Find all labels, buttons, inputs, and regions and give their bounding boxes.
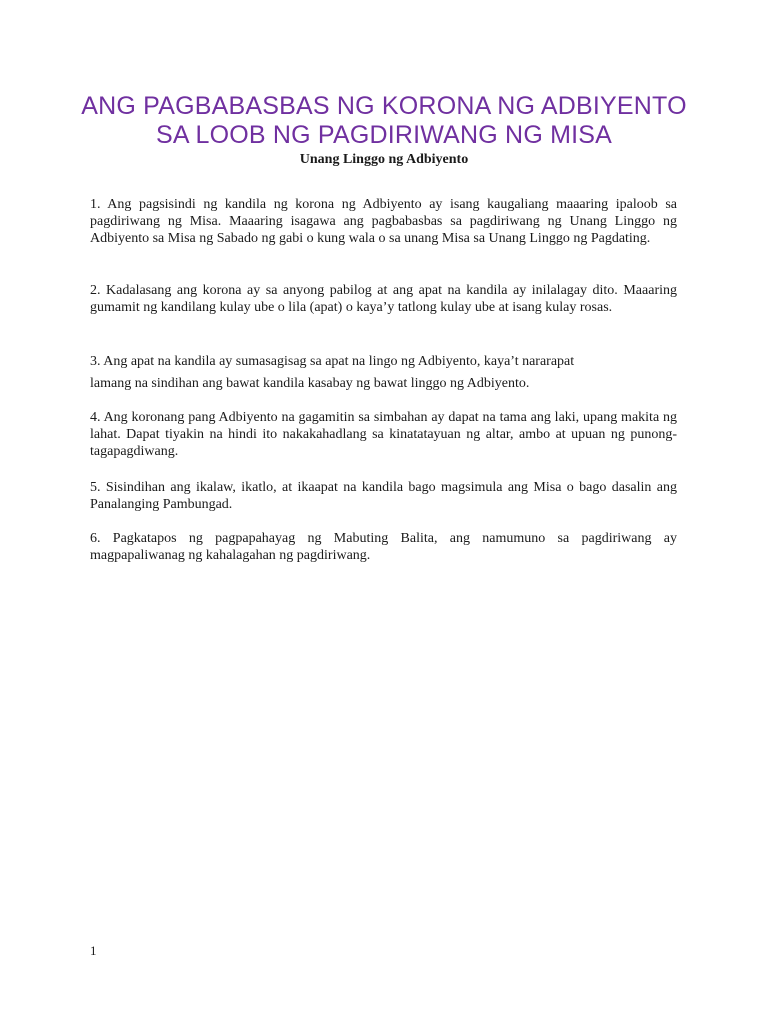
paragraph-2: 2. Kadalasang ang korona ay sa anyong pabilog at ang apat na kandila ay inilalagay dito. Maaaring gumamit ng kandilang kulay ube o lila (apat) o kaya’y tatlong kulay ube at isang kulay rosas. <box>90 283 677 315</box>
paragraph-3-line-2: lamang na sindihan ang bawat kandila kasabay ng bawat linggo ng Adbiyento. <box>90 376 530 391</box>
document-subtitle: Unang Linggo ng Adbiyento <box>299 152 469 167</box>
paragraph-1: 1. Ang pagsisindi ng kandila ng korona ng Adbiyento ay isang kaugaliang maaaring ipaloob sa pagdiriwang ng Misa. Maaaring isagawa ang pagbabasbas sa pagdiriwang ng Unang Linggo ng Adbiyento sa Misa ng Sabado ng gabi o kung wala o sa unang Misa sa Unang Linggo ng Pagdating. <box>90 197 677 246</box>
document-title <box>60 92 708 150</box>
paragraph-3-line-1: 3. Ang apat na kandila ay sumasagisag sa apat na lingo ng Adbiyento, kaya’t nararapat <box>90 354 575 369</box>
paragraph-3 <box>90 353 677 392</box>
title-line-1: ANG PAGBABASBAS NG KORONA NG ADBIYENTO <box>81 92 687 120</box>
paragraph-4: 4. Ang koronang pang Adbiyento na gagamitin sa simbahan ay dapat na tama ang laki, upang makita ng lahat. Dapat tiyakin na hindi ito nakakahadlang sa kinatatayuan ng altar, ambo at upuan ng punong-tagapagdiwang. <box>90 410 677 459</box>
page-number: 1 <box>90 943 97 958</box>
title-line-2: SA LOOB NG PAGDIRIWANG NG MISA <box>155 121 613 149</box>
paragraph-5: 5. Sisindihan ang ikalaw, ikatlo, at ikaapat na kandila bago magsimula ang Misa o bago dasalin ang Panalanging Pambungad. <box>90 480 677 512</box>
paragraph-6: 6. Pagkatapos ng pagpapahayag ng Mabuting Balita, ang namumuno sa pagdiriwang ay magpapaliwanag ng kahalagahan ng pagdiriwang. <box>90 531 677 563</box>
